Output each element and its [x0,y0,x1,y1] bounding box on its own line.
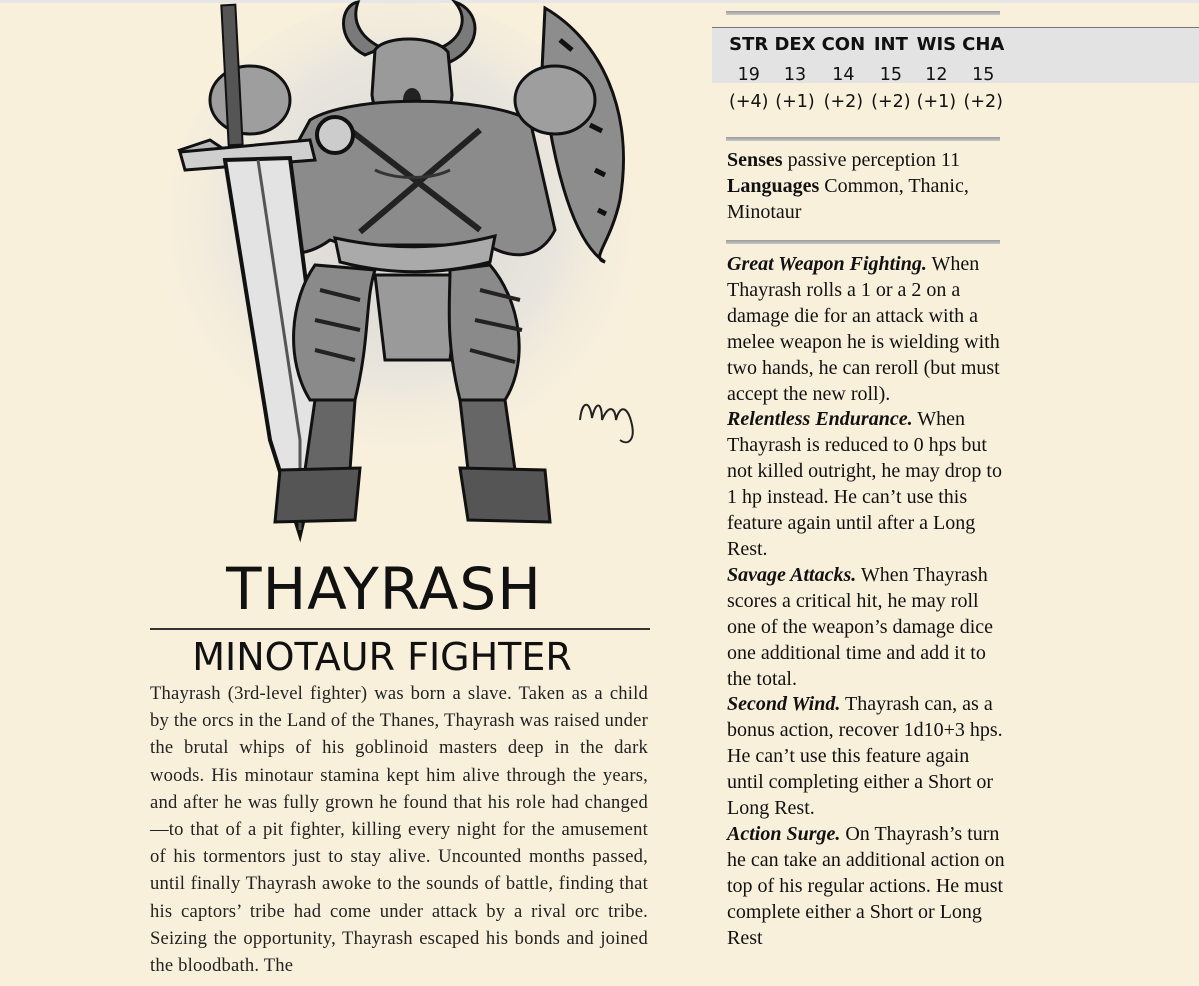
ability-header: WIS [916,34,957,55]
ability-score: 19 [737,64,760,85]
ability-score: 15 [972,64,995,85]
senses-label: Senses [727,149,783,171]
senses-block [727,147,1007,225]
minotaur-illustration [150,0,650,545]
feature-savage-attacks [727,563,1007,693]
feature-relentless-endurance [727,407,1007,562]
ability-modifier: (+4) [729,91,769,112]
senses-line [727,147,1007,173]
feature-text: When Thayrash rolls a 1 or a 2 on a damage die for an attack with a melee weapon he is wielding with two hands, he can reroll (but must accept the new roll). [727,253,1000,405]
feature-text: Thayrash can, as a bonus action, recover 1d10+3 hps. He can’t use this feature again until completing either a Short or Long Rest. [727,693,1003,820]
feature-text: On Thayrash’s turn he can take an additional action on top of his regular actions. He must complete either a Short or Long Rest [727,822,1005,949]
title-divider [150,628,650,630]
right-hoof [460,468,550,522]
ability-header: STR [729,34,769,55]
feature-great-weapon-fighting [727,252,1007,407]
feature-action-surge [727,822,1007,952]
ability-header: CON [821,34,866,55]
senses-value: passive perception 11 [782,149,961,171]
ability-header-row [726,27,1007,55]
feature-second-wind [727,692,1007,822]
ability-header: CHA [962,34,1005,55]
feature-title: Great Weapon Fighting. [727,253,927,275]
left-hoof [275,468,360,522]
artist-signature [580,405,633,443]
ability-score: 12 [925,64,948,85]
feature-title: Second Wind. [727,693,841,716]
feature-title: Savage Attacks. [727,563,857,586]
ability-modifier-row [726,88,1007,115]
ability-header: DEX [774,34,816,55]
ability-score: 14 [832,64,855,85]
character-backstory: Thayrash (3rd-level fighter) was born a slave. Taken as a child by the orcs in the Land of the Thanes, Thayrash was raised under the brutal whips of his goblinoid masters deep in the dark woods. His minotaur stamina kept him alive through the years, and after he was fully grown he found that his role had changed—to that of a pit fighter, killing every night for the amusement of his tormentors just to stay alive. Uncounted months passed, until finally Thayrash awoke to the sounds of battle, finding that his captors’ tribe had come under attack by a rival orc tribe. Seizing the opportunity, Thayrash escaped his bonds and joined the bloodbath. The [150,683,648,977]
ability-modifier: (+2) [963,91,1003,112]
character-name: THAYRASH [226,555,542,623]
ability-score: 13 [783,64,807,85]
stat-divider-top [726,11,1000,15]
ability-modifier: (+1) [775,91,815,112]
ability-score-row [726,55,1007,88]
feature-text: When Thayrash scores a critical hit, he may roll one of the weapon’s damage dice one additional time and add it to the total. [727,563,994,690]
languages-value: Common, Thanic, Minotaur [727,175,969,223]
chainmail [375,275,460,360]
ability-header: INT [873,34,908,55]
feature-title: Action Surge. [727,822,841,845]
features-list [727,252,1007,951]
ability-scores-table [726,27,1007,115]
languages-line [727,173,1007,225]
ability-modifier: (+1) [916,91,957,112]
languages-label: Languages [727,175,820,197]
ability-modifier: (+2) [823,91,864,112]
character-subtitle: MINOTAUR FIGHTER [192,635,572,679]
feature-title: Relentless Endurance. [727,408,913,431]
feature-text: When Thayrash is reduced to 0 hps but not killed outright, he may drop to 1 hp instead. He can’t use this feature again until after a Long Rest. [727,408,1002,560]
ability-score: 15 [879,64,903,85]
ability-modifier: (+2) [871,91,911,112]
stat-divider-middle [726,137,1000,141]
stat-divider-lower [726,240,1000,244]
